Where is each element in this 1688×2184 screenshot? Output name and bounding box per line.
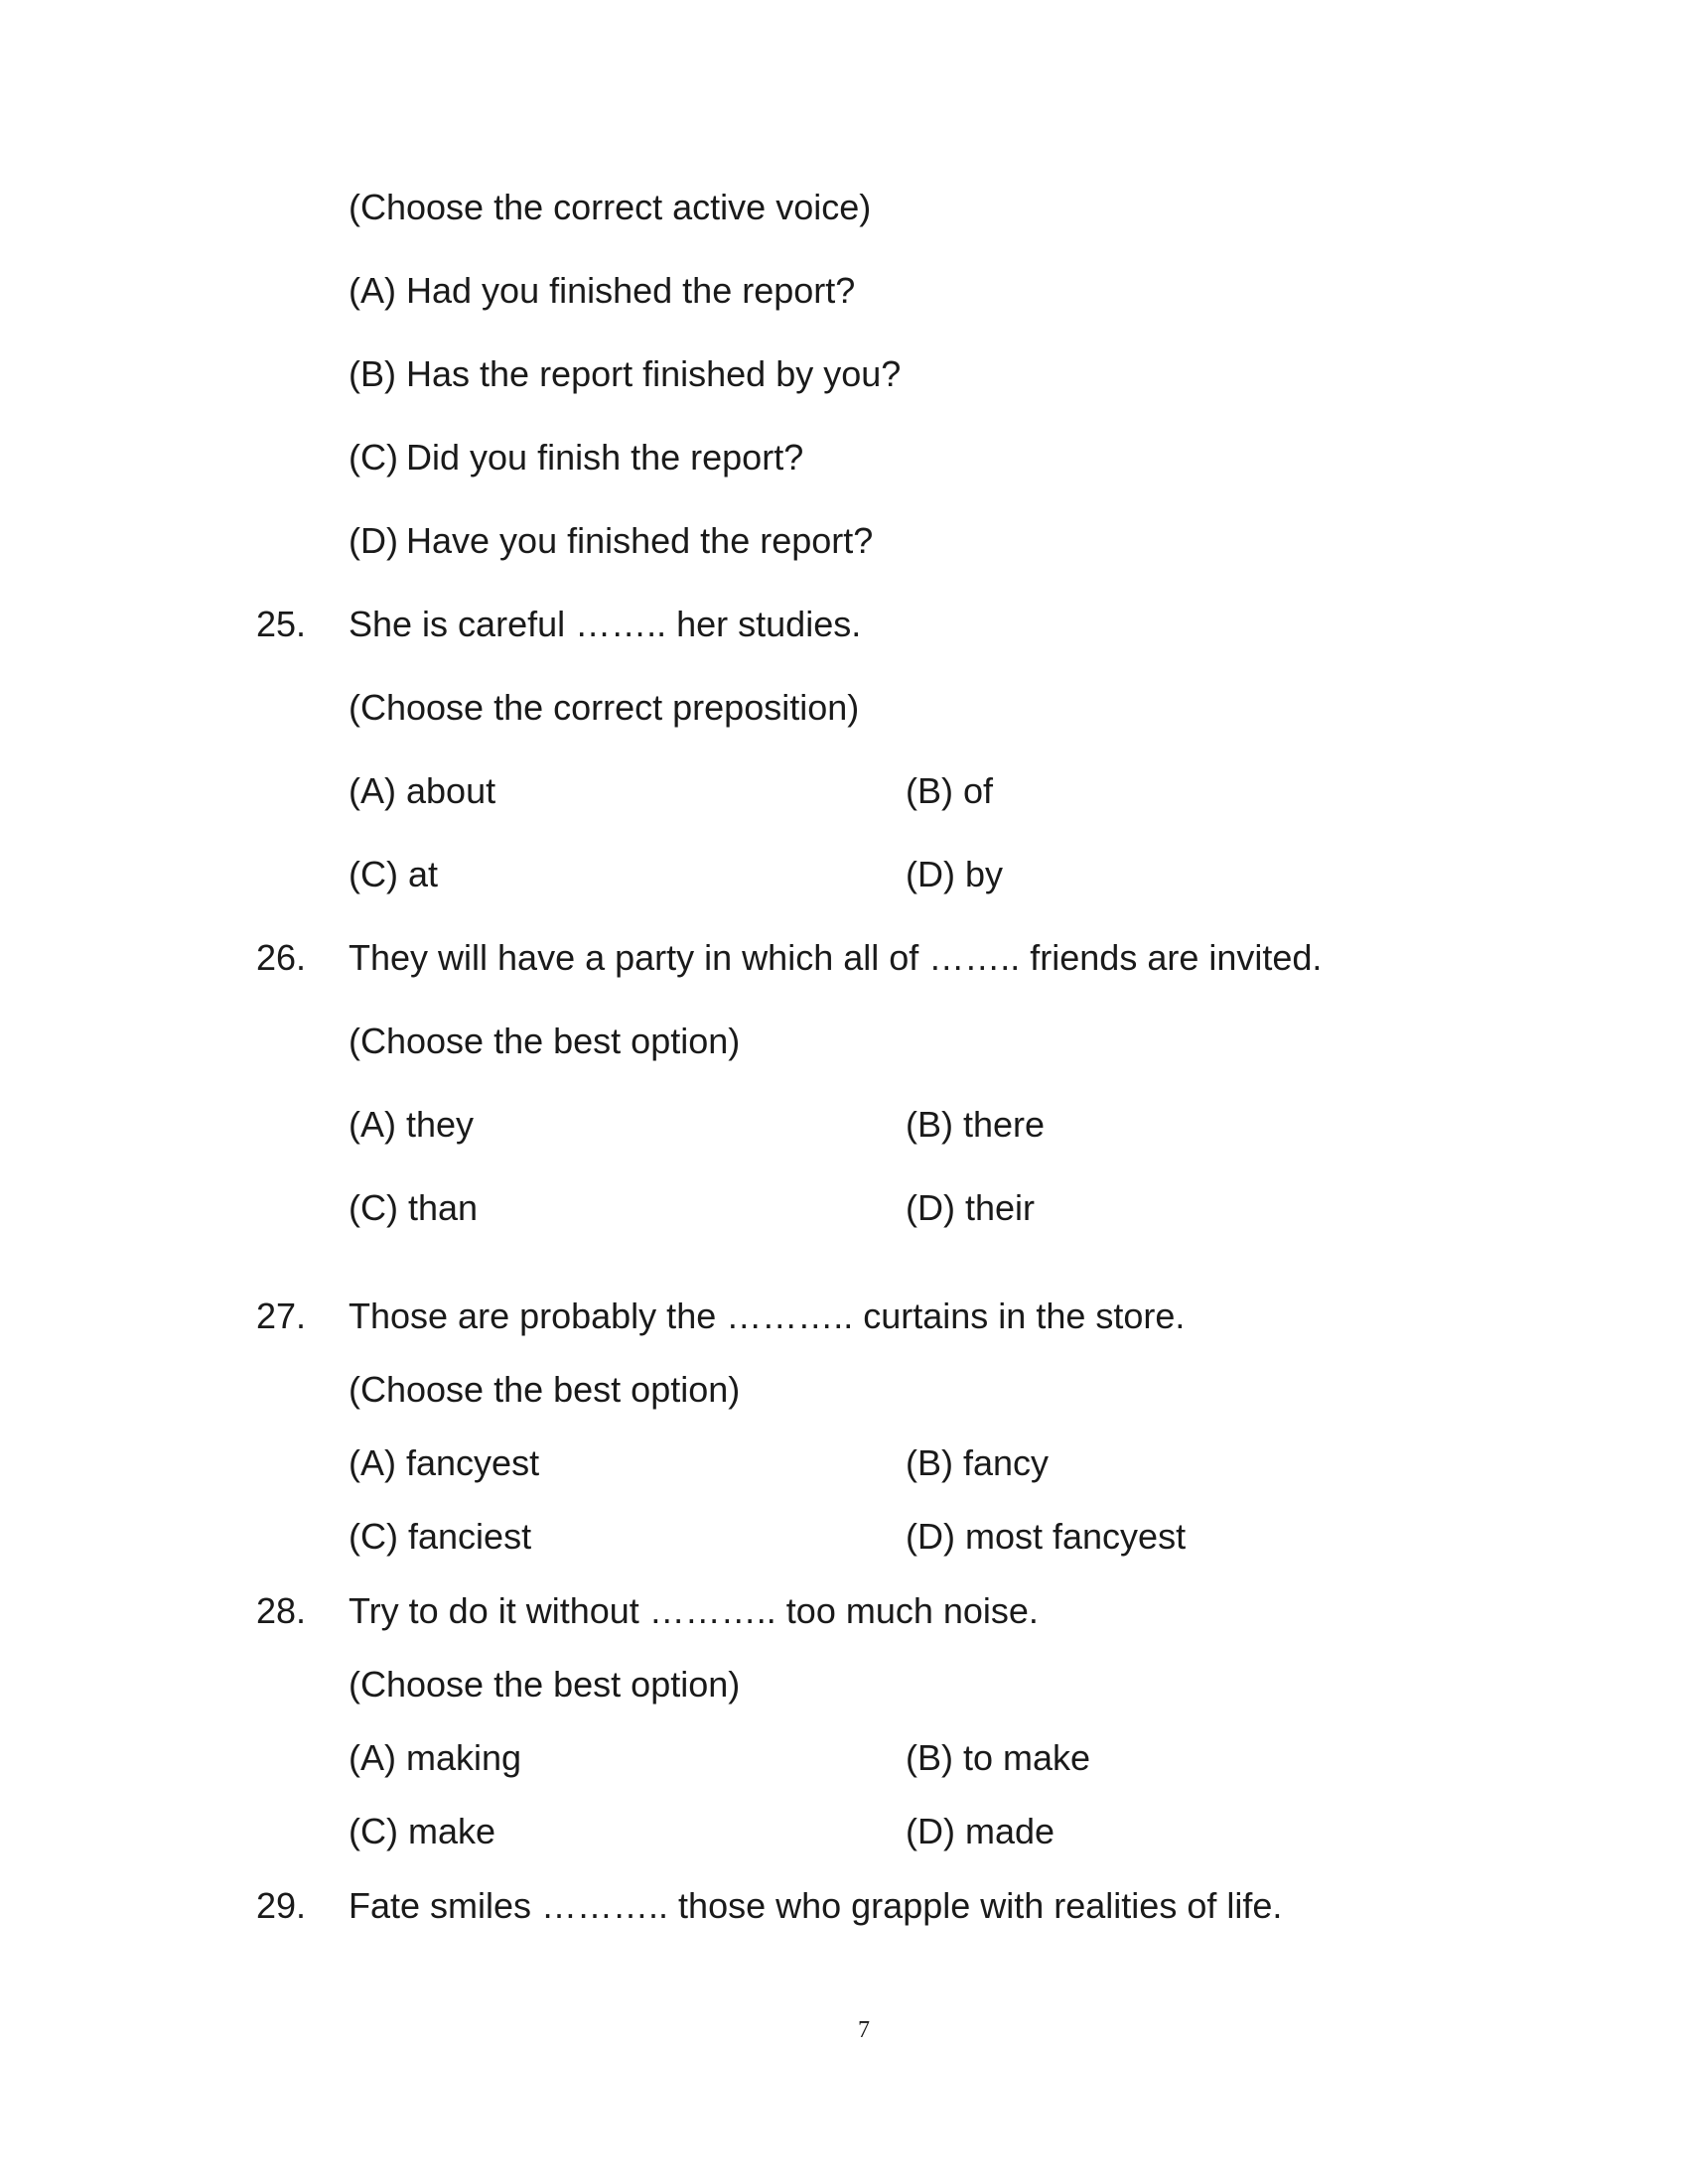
q26-option-d: (D) their [906,1187,1036,1228]
q25-option-b: (B) of [906,770,994,811]
q24-option-b: (B) Has the report finished by you? [349,353,902,394]
q24-option-a: (A) Had you finished the report? [349,270,856,311]
q24-option-c: (C) Did you finish the report? [349,437,804,478]
q26-option-c: (C) than [349,1187,479,1228]
q27-option-a: (A) fancyest [349,1442,540,1483]
q27-stem: Those are probably the ……….. curtains in the store. [349,1296,1186,1336]
q28-option-b: (B) to make [906,1737,1091,1778]
q27-option-b: (B) fancy [906,1442,1050,1483]
q25-option-d: (D) by [906,854,1004,894]
q25-instruction: (Choose the correct preposition) [349,687,860,728]
q25-option-c: (C) at [349,854,439,894]
q26-stem: They will have a party in which all of …….. friends are invited. [349,937,1323,978]
q26-instruction: (Choose the best option) [349,1021,741,1061]
q28-option-c: (C) make [349,1811,496,1851]
q28-option-a: (A) making [349,1737,522,1778]
q27-instruction: (Choose the best option) [349,1369,741,1410]
page-number: 7 [858,2017,870,2043]
q28-option-d: (D) made [906,1811,1055,1851]
q28-stem: Try to do it without ……….. too much noise. [349,1590,1039,1631]
q25-number: 25. [256,604,307,644]
q28-instruction: (Choose the best option) [349,1664,741,1705]
q27-number: 27. [256,1296,307,1336]
q25-option-a: (A) about [349,770,496,811]
q25-stem: She is careful …….. her studies. [349,604,862,644]
q27-option-d: (D) most fancyest [906,1516,1187,1557]
q26-number: 26. [256,937,307,978]
q29-stem: Fate smiles ……….. those who grapple with realities of life. [349,1885,1283,1926]
q28-number: 28. [256,1590,307,1631]
q29-number: 29. [256,1885,307,1926]
q24-option-d: (D) Have you finished the report? [349,520,874,561]
q26-option-b: (B) there [906,1104,1046,1145]
q24-instruction: (Choose the correct active voice) [349,187,872,227]
q26-option-a: (A) they [349,1104,475,1145]
q27-option-c: (C) fanciest [349,1516,532,1557]
